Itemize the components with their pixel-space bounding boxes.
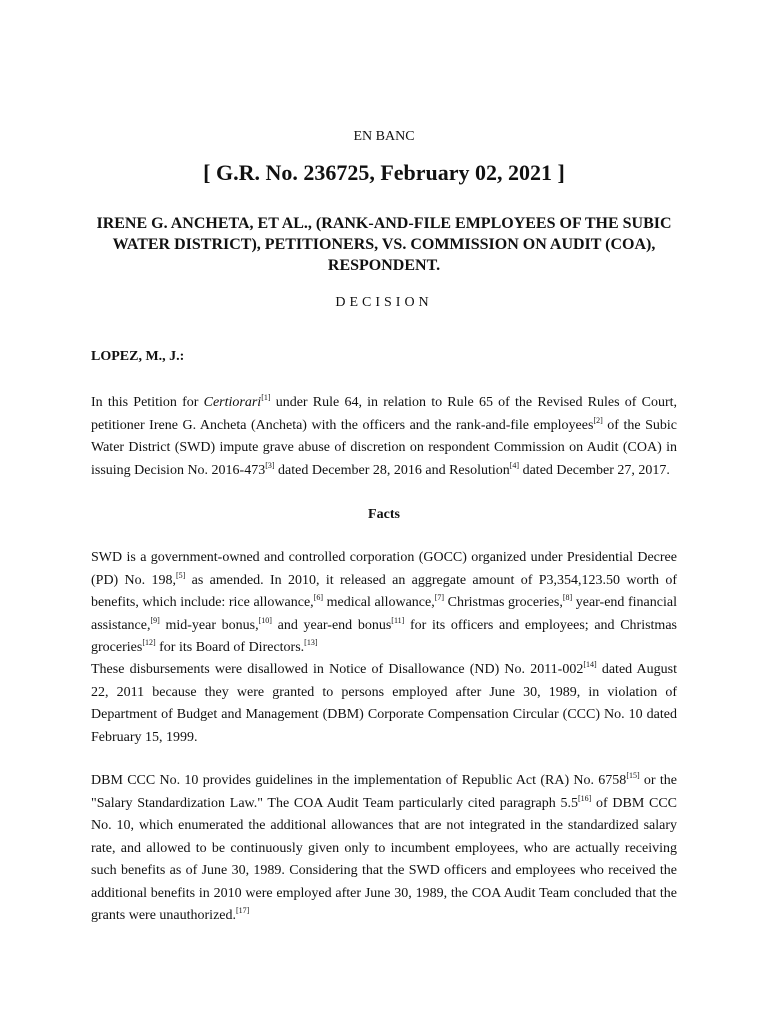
text-span: mid-year bonus,: [159, 617, 259, 633]
text-span: under Rule 64, in relation to Rule 65 of the Revised Rules of Court, petitioner Irene G. Ancheta (Ancheta) with the officers and the rank-and-file employees: [91, 395, 678, 433]
text-span: dated August 22, 2011 because they were granted to persons employed after June 30, 1989, in violation of Department of Budget and Management (DBM) Corporate Compensation Circular (CCC) No. 10 dated February 15, 1999.: [91, 662, 678, 745]
footnote-ref[interactable]: [4]: [509, 460, 520, 470]
text-span: In this Petition for: [91, 395, 204, 410]
paragraph-facts-1: [91, 547, 677, 660]
text-span: or the "Salary Standardization Law." The COA Audit Team particularly cited paragraph 5.5: [91, 773, 677, 811]
case-title: IRENE G. ANCHETA, ET AL., (RANK-AND-FILE EMPLOYEES OF THE SUBIC WATER DISTRICT), PETITIONERS, VS. COMMISSION ON AUDIT (COA), RESPONDENT.: [96, 215, 672, 274]
footnote-ref[interactable]: [10]: [258, 615, 272, 625]
footnote-ref[interactable]: [6]: [313, 593, 324, 602]
paragraph-intro: [91, 392, 677, 482]
text-span: and year-end bonus: [271, 617, 392, 633]
text-span: medical allowance,: [323, 595, 435, 610]
italic-term: Certiorari: [203, 395, 262, 410]
text-span: as amended. In 2010, it released an aggregate amount of P3,354,123.50 worth of benefits, which include: rice allowance,: [91, 572, 677, 610]
court-division: EN BANC: [353, 129, 415, 144]
text-span: of the Subic Water District (SWD) impute grave abuse of discretion on respondent Commission on Audit (COA) in issuing Decision No. 2016-473: [91, 417, 678, 478]
footnote-ref[interactable]: [1]: [261, 393, 271, 402]
footnote-ref[interactable]: [2]: [593, 415, 603, 425]
footnote-ref[interactable]: [3]: [265, 460, 275, 470]
paragraph-facts-3: [91, 770, 677, 928]
footnote-ref[interactable]: [7]: [434, 593, 445, 602]
ponente: LOPEZ, M., J.:: [91, 349, 185, 364]
text-span: These disbursements were disallowed in Notice of Disallowance (ND) No. 2011-002: [91, 662, 584, 677]
footnote-ref[interactable]: [13]: [304, 638, 318, 647]
text-span: dated December 27, 2017.: [519, 462, 670, 478]
text-span: dated December 28, 2016 and Resolution: [274, 462, 510, 478]
footnote-ref[interactable]: [9]: [150, 615, 160, 625]
footnote-ref[interactable]: [8]: [562, 593, 573, 602]
decision-heading: DECISION: [335, 295, 433, 310]
footnote-ref[interactable]: [12]: [142, 638, 156, 647]
footnote-ref[interactable]: [15]: [626, 771, 640, 780]
footnote-ref[interactable]: [16]: [577, 793, 592, 803]
facts-heading: Facts: [368, 507, 400, 522]
footnote-ref[interactable]: [5]: [176, 570, 186, 580]
text-span: for its Board of Directors.: [155, 640, 305, 655]
footnote-ref[interactable]: [17]: [236, 906, 250, 915]
text-span: for its officers and employees; and Christmas groceries: [91, 617, 677, 655]
text-span: SWD is a government-owned and controlled corporation (GOCC) organized under Presidential Decree (PD) No. 198,: [91, 550, 677, 588]
case-number-title: [ G.R. No. 236725, February 02, 2021 ]: [203, 160, 565, 185]
text-span: Christmas groceries,: [444, 595, 563, 610]
paragraph-facts-2: [91, 659, 677, 749]
text-span: DBM CCC No. 10 provides guidelines in the implementation of Republic Act (RA) No. 6758: [91, 773, 627, 788]
text-span: of DBM CCC No. 10, which enumerated the additional allowances that are not integrated in the standardized salary rate, and allowed to be continuously given only to incumbent employees, who are actually receiving such benefits as of June 30, 1989. Considering that the SWD officers and employees who received the additional benefits in 2010 were employed after June 30, 1989, the COA Audit Team concluded that the grants were unauthorized.: [91, 795, 678, 923]
footnote-ref[interactable]: [11]: [391, 615, 405, 625]
footnote-ref[interactable]: [14]: [583, 660, 597, 669]
text-span: year-end financial assistance,: [91, 595, 677, 633]
